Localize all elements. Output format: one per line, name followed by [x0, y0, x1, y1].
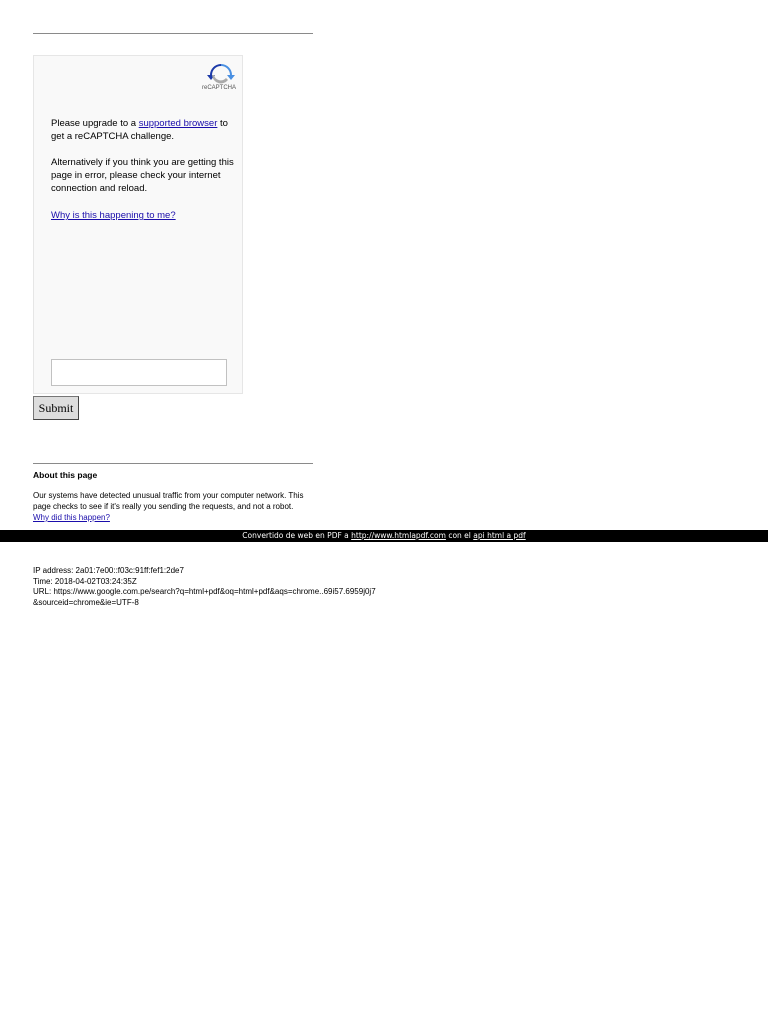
api-html-a-pdf-link[interactable]: api html a pdf — [473, 531, 526, 540]
about-body: Our systems have detected unusual traffic from your computer network. This page checks to see if it's really you sending the requests, and not a robot. — [33, 491, 304, 511]
ip-address: IP address: 2a01:7e00::f03c:91ff:fef1:2de7 — [33, 566, 184, 575]
alternative-message: Alternatively if you think you are getting this page in error, please check your internet connection and reload. — [51, 157, 234, 194]
request-time: Time: 2018-04-02T03:24:35Z — [33, 576, 137, 586]
footer-prefix: Convertido de web en PDF a — [242, 531, 352, 540]
submit-button[interactable]: Submit — [33, 396, 79, 420]
recaptcha-logo-text: reCAPTCHA — [201, 85, 236, 91]
top-divider — [33, 33, 313, 34]
htmlapdf-link[interactable]: http://www.htmlapdf.com — [351, 531, 446, 540]
request-url: URL: https://www.google.com.pe/search?q=html+pdf&oq=html+pdf&aqs=chrome..69i57.6959j0j7&sourceid=chrome&ie=UTF-8 — [33, 587, 376, 607]
supported-browser-link[interactable]: supported browser — [138, 118, 218, 129]
upgrade-message — [51, 117, 239, 143]
why-message — [51, 209, 239, 222]
recaptcha-logo-icon — [206, 63, 236, 87]
why-did-this-happen-link[interactable]: Why did this happen? — [33, 513, 110, 522]
upgrade-suffix: to get a reCAPTCHA challenge. — [51, 118, 228, 142]
footer-banner — [0, 530, 768, 542]
footer-middle: con el — [445, 531, 474, 540]
about-title: About this page — [33, 470, 98, 480]
recaptcha-frame — [33, 55, 243, 394]
request-info — [33, 566, 378, 608]
about-text — [33, 490, 308, 523]
about-divider — [33, 463, 313, 464]
captcha-response-input[interactable] — [51, 359, 227, 386]
why-happening-link[interactable]: Why is this happening to me? — [51, 210, 176, 221]
upgrade-prefix: Please upgrade to a — [51, 118, 139, 129]
